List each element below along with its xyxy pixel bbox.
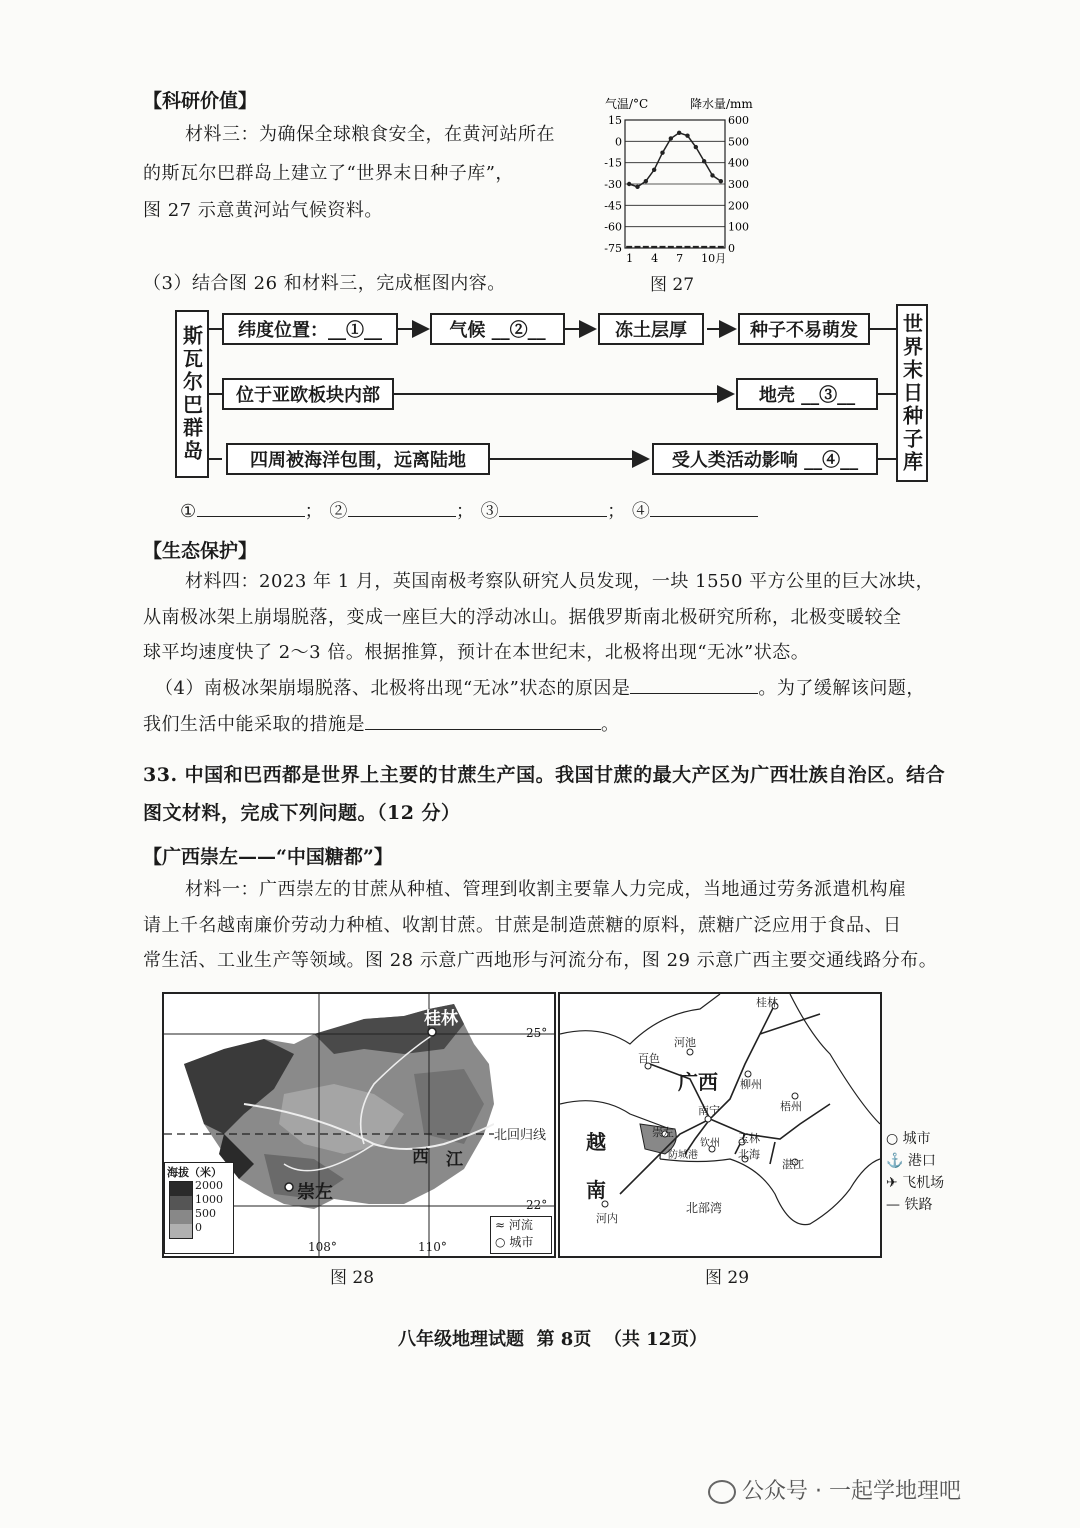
map29-chongzuo: 崇左 bbox=[652, 1126, 674, 1139]
tick-left: -60 bbox=[604, 220, 622, 234]
temperature-point bbox=[652, 168, 656, 172]
material4-line2: 从南极冰架上崩塌脱落，变成一座巨大的浮动冰山。据俄罗斯南北极研究所称，北极变暖较全 bbox=[143, 607, 902, 628]
map28-lon108: 108° bbox=[308, 1240, 337, 1254]
flow-right-seedvault: 世界末日种子库 bbox=[896, 304, 928, 482]
precip-bar bbox=[685, 246, 691, 248]
material1-line2: 请上千名越南廉价劳动力种植、收割甘蔗。甘蔗是制造蔗糖的原料，蔗糖广泛应用于食品、日 bbox=[143, 915, 902, 936]
map29-fangchenggang: 防城港 bbox=[668, 1150, 698, 1161]
map28-lat22: 22° bbox=[526, 1198, 548, 1212]
material1-line1: 材料一：广西崇左的甘蔗从种植、管理到收割主要靠人力完成，当地通过劳务派遣机构雇 bbox=[185, 879, 907, 900]
flow-box-human: 受人类活动影响 __④__ bbox=[652, 443, 878, 475]
section-title-chongzuo: 【广西崇左——“中国糖都”】 bbox=[143, 846, 393, 868]
flow-box-plate: 位于亚欧板块内部 bbox=[222, 378, 394, 410]
temperature-point bbox=[702, 159, 706, 163]
temperature-point bbox=[694, 145, 698, 149]
map28-xi: 西 bbox=[412, 1147, 429, 1167]
legend-1000: 1000 bbox=[195, 1193, 223, 1206]
tick-x: 10月 bbox=[701, 252, 727, 265]
map29-hanoi: 河内 bbox=[596, 1212, 618, 1225]
anchor-icon: ⚓ bbox=[886, 1153, 904, 1169]
map28-legend2 bbox=[490, 1216, 552, 1254]
tick-right: 500 bbox=[728, 135, 749, 149]
legend-0: 0 bbox=[195, 1221, 202, 1234]
legend-elevation-bar bbox=[169, 1181, 193, 1239]
ylabel-right: 降水量/mm bbox=[690, 97, 753, 111]
map29-guilin: 桂林 bbox=[756, 996, 778, 1009]
material3-line2: 的斯瓦尔巴群岛上建立了“世界末日种子库”， bbox=[143, 163, 514, 184]
precip-bar bbox=[676, 246, 682, 248]
precip-bar bbox=[701, 246, 707, 248]
temperature-point bbox=[677, 131, 681, 135]
map28-lon110: 110° bbox=[418, 1240, 447, 1254]
page-footer: 八年级地理试题 第 8页 （共 12页） bbox=[398, 1329, 708, 1350]
q4-measure-blank[interactable] bbox=[365, 729, 601, 730]
temperature-point bbox=[710, 173, 714, 177]
map28-tropic: 北回归线 bbox=[494, 1124, 546, 1143]
city-circle-icon: ○ bbox=[886, 1131, 899, 1147]
legend-500: 500 bbox=[195, 1207, 216, 1220]
climate-chart bbox=[585, 90, 785, 290]
map28-legend bbox=[164, 1162, 234, 1254]
temperature-point bbox=[719, 179, 723, 183]
tick-right: 600 bbox=[728, 114, 749, 127]
flow-box-permafrost: 冻土层厚 bbox=[598, 313, 704, 345]
legend-port-item: ⚓ 港口 bbox=[886, 1153, 936, 1169]
map29-zhanjiang: 湛江 bbox=[782, 1158, 804, 1171]
question-33-line2: 图文材料，完成下列问题。（12 分） bbox=[143, 802, 461, 824]
map29-wuzhou: 梧州 bbox=[780, 1100, 802, 1113]
map29-nanning: 南宁 bbox=[698, 1104, 720, 1117]
tick-x: 1 bbox=[626, 252, 634, 265]
temperature-point bbox=[685, 133, 689, 137]
map29-nan: 南 bbox=[586, 1178, 606, 1202]
map29-liuzhou: 柳州 bbox=[740, 1078, 762, 1091]
river-icon: ≈ bbox=[495, 1218, 506, 1232]
answer-4-blank[interactable] bbox=[650, 516, 758, 517]
answer-2-blank[interactable] bbox=[348, 516, 456, 517]
fig27-caption: 图 27 bbox=[650, 275, 695, 295]
tick-right: 0 bbox=[728, 242, 735, 255]
tick-right: 200 bbox=[728, 199, 749, 213]
precip-bar bbox=[693, 246, 699, 248]
legend-airport-item: ✈ 飞机场 bbox=[886, 1175, 945, 1191]
tick-left: 15 bbox=[608, 114, 622, 127]
temperature-point bbox=[644, 179, 648, 183]
flow-left-island: 斯瓦尔巴群岛 bbox=[175, 310, 209, 478]
fig28-caption: 图 28 bbox=[330, 1268, 375, 1288]
map28-chongzuo: 崇左 bbox=[297, 1182, 333, 1203]
section-title-ecology: 【生态保护】 bbox=[143, 540, 258, 562]
precip-bar bbox=[651, 246, 657, 248]
tick-left: -45 bbox=[604, 199, 622, 213]
material4-line1: 材料四：2023 年 1 月，英国南极考察队研究人员发现，一块 1550 平方公里的巨大冰块， bbox=[185, 571, 935, 592]
tick-left: 0 bbox=[615, 135, 622, 149]
tick-left: -30 bbox=[604, 178, 622, 191]
map29-qinzhou: 钦州 bbox=[700, 1138, 720, 1149]
watermark: 公众号 · 一起学地理吧 bbox=[708, 1474, 961, 1505]
material3-line1: 材料三：为确保全球粮食安全，在黄河站所在 bbox=[185, 124, 555, 145]
material1-line3: 常生活、工业生产等领域。图 28 示意广西地形与河流分布，图 29 示意广西主要交通线路分布。 bbox=[143, 950, 938, 971]
map29-hechi: 河池 bbox=[674, 1036, 696, 1049]
railway-line-icon: — bbox=[886, 1197, 900, 1213]
legend-city-item: ○ 城市 bbox=[886, 1131, 931, 1147]
tick-left: -75 bbox=[604, 242, 622, 255]
flow-box-ocean: 四周被海洋包围，远离陆地 bbox=[226, 443, 490, 475]
precip-bar bbox=[718, 246, 724, 248]
city-icon: ○ bbox=[495, 1235, 506, 1249]
legend-river: ≈ 河流 bbox=[495, 1218, 533, 1232]
q4-reason-blank[interactable] bbox=[630, 693, 758, 694]
map29-yue: 越 bbox=[586, 1130, 606, 1154]
legend-city: ○ 城市 bbox=[495, 1235, 534, 1249]
map28-guilin: 桂林 bbox=[424, 1009, 458, 1029]
precip-bar bbox=[643, 246, 649, 248]
temperature-point bbox=[660, 151, 664, 155]
wechat-icon bbox=[708, 1480, 736, 1504]
legend-title: 海拔（米） bbox=[167, 1166, 222, 1179]
tick-right: 300 bbox=[728, 178, 749, 191]
flow-box-latitude: 纬度位置：__①__ bbox=[222, 313, 398, 345]
question-33-line1: 33. 中国和巴西都是世界上主要的甘蔗生产国。我国甘蔗的最大产区为广西壮族自治区。结合 bbox=[143, 764, 946, 786]
material3-line3: 图 27 示意黄河站气候资料。 bbox=[143, 200, 383, 221]
answer-1-blank[interactable] bbox=[197, 516, 305, 517]
tick-x: 4 bbox=[651, 252, 659, 265]
question-3: （3）结合图 26 和材料三，完成框图内容。 bbox=[143, 273, 506, 294]
temperature-point bbox=[627, 182, 631, 186]
temperature-point bbox=[635, 185, 639, 189]
temperature-line bbox=[629, 133, 721, 187]
flow-box-seeds: 种子不易萌发 bbox=[738, 313, 870, 345]
airplane-icon: ✈ bbox=[886, 1175, 898, 1191]
map29-beihai: 北海 bbox=[738, 1148, 760, 1161]
fig29-caption: 图 29 bbox=[705, 1268, 750, 1288]
answer-blanks: ① ； ② ； ③ ； ④ bbox=[180, 493, 758, 531]
tick-right: 400 bbox=[728, 156, 749, 170]
map29-bay: 北部湾 bbox=[686, 1201, 723, 1215]
map29-baise: 百色 bbox=[638, 1052, 660, 1065]
flow-box-climate: 气候 __②__ bbox=[430, 313, 565, 345]
answer-3-blank[interactable] bbox=[499, 516, 607, 517]
legend-2000: 2000 bbox=[195, 1179, 223, 1192]
ylabel-left: 气温/°C bbox=[605, 97, 649, 111]
map28-lat25: 25° bbox=[526, 1026, 548, 1040]
precip-bar bbox=[668, 246, 674, 248]
map29-yulin: 玉林 bbox=[738, 1132, 760, 1145]
material4-line3: 球平均速度快了 2～3 倍。根据推算，预计在本世纪末，北极将出现“无冰”状态。 bbox=[143, 642, 810, 663]
tick-left: -15 bbox=[604, 156, 622, 170]
map29-legend bbox=[886, 1128, 944, 1216]
precip-bar bbox=[660, 246, 666, 248]
map29-guangxi: 广西 bbox=[678, 1070, 718, 1094]
temperature-point bbox=[669, 136, 673, 140]
terrain-map bbox=[162, 992, 556, 1258]
transport-map bbox=[558, 992, 882, 1258]
section-title-research: 【科研价值】 bbox=[143, 90, 258, 112]
flow-box-crust: 地壳 __③__ bbox=[736, 378, 878, 410]
question-4-line2: 我们生活中能采取的措施是 。 bbox=[143, 714, 620, 735]
map28-jiang: 江 bbox=[446, 1150, 463, 1170]
legend-rail-item: — 铁路 bbox=[886, 1197, 933, 1213]
question-4-line1: （4）南极冰架崩塌脱落、北极将出现“无冰”状态的原因是 。为了缓解该问题， bbox=[155, 678, 925, 699]
precip-bar bbox=[710, 246, 716, 248]
precip-bar bbox=[635, 246, 641, 248]
tick-x: 7 bbox=[676, 252, 684, 265]
precip-bar bbox=[626, 246, 632, 248]
tick-right: 100 bbox=[728, 220, 749, 234]
